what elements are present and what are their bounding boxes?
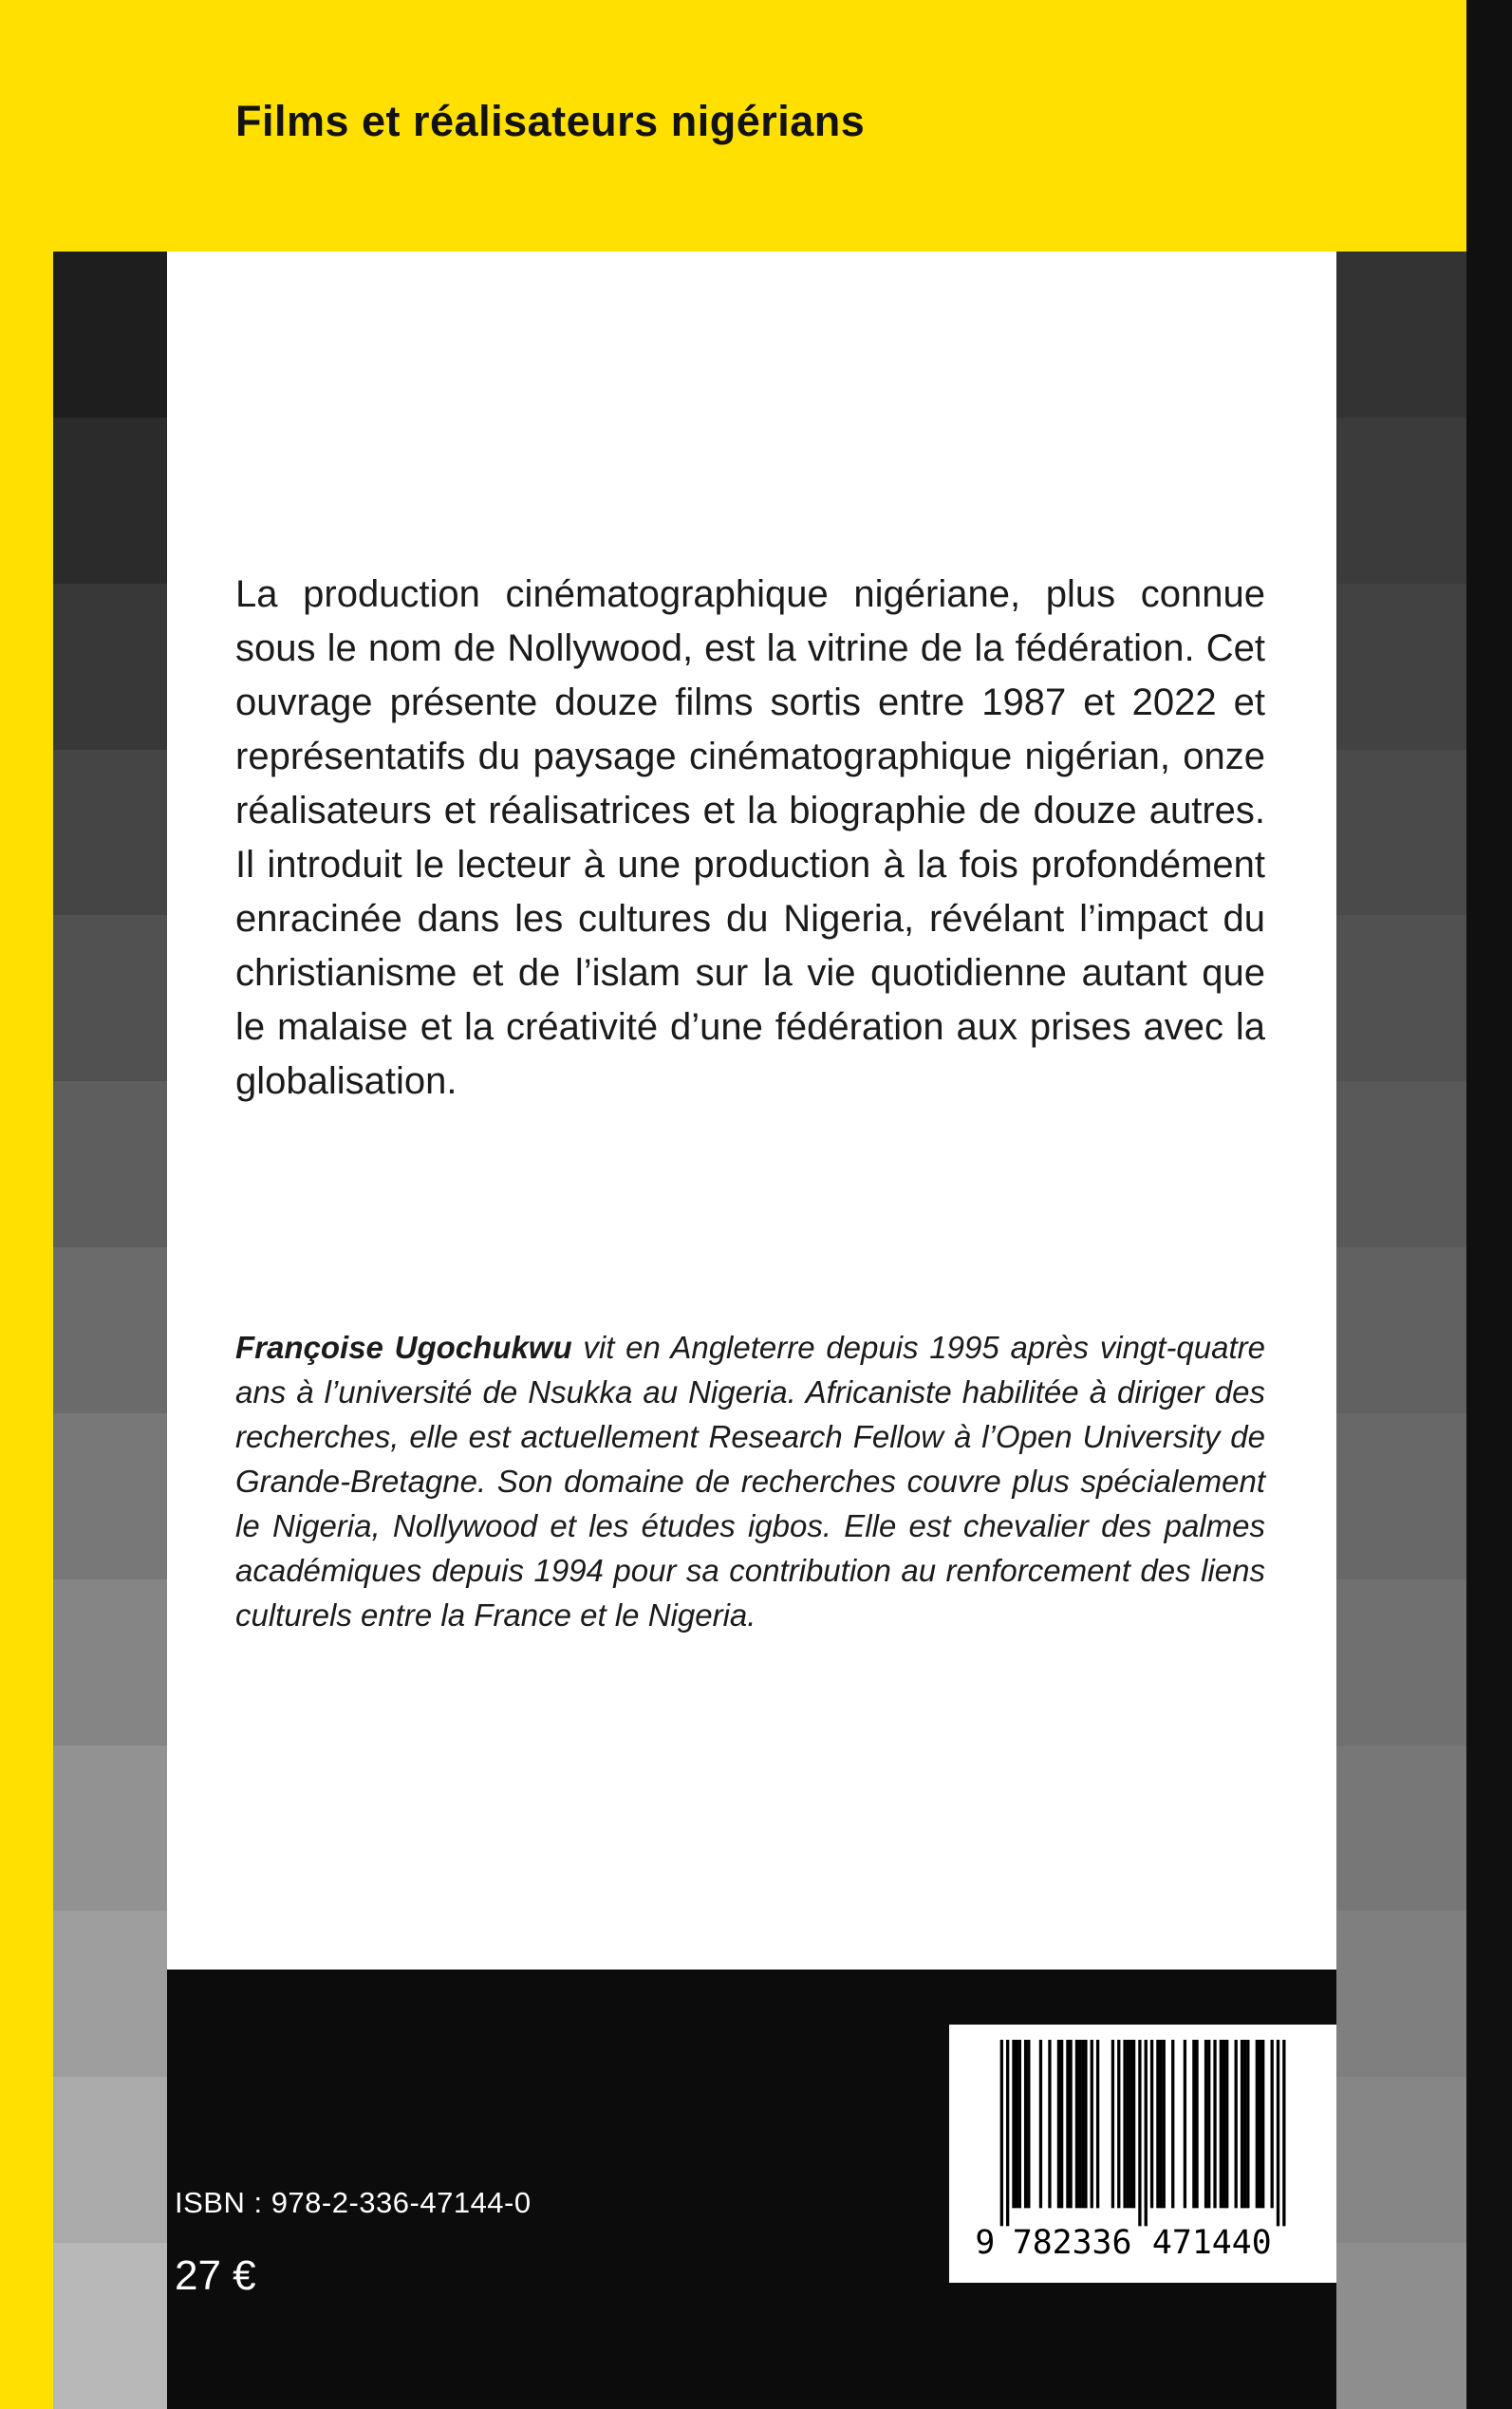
left-gradient-strip bbox=[53, 252, 167, 2409]
barcode bbox=[949, 2025, 1336, 2283]
isbn-text: ISBN : 978-2-336-47144-0 bbox=[175, 2186, 532, 2219]
gradient-step bbox=[1336, 915, 1466, 1081]
svg-text:9: 9 bbox=[975, 2223, 996, 2256]
gradient-step bbox=[1336, 1911, 1466, 2077]
footer-region bbox=[167, 1970, 1336, 2409]
right-black-edge bbox=[1466, 0, 1512, 2409]
gradient-step bbox=[53, 418, 167, 584]
gradient-step bbox=[53, 1247, 167, 1413]
gradient-step bbox=[1336, 1081, 1466, 1247]
yellow-top-band bbox=[0, 0, 1466, 252]
gradient-step bbox=[1336, 252, 1466, 418]
barcode-bars bbox=[970, 2040, 1316, 2256]
gradient-step bbox=[1336, 750, 1466, 916]
svg-text:782336: 782336 bbox=[1012, 2223, 1132, 2256]
gradient-step bbox=[53, 1579, 167, 1746]
left-yellow-stripe bbox=[0, 0, 53, 2409]
gradient-step bbox=[53, 1081, 167, 1247]
gradient-step bbox=[1336, 1579, 1466, 1746]
author-bio-paragraph bbox=[235, 1325, 1265, 1637]
gradient-step bbox=[53, 750, 167, 916]
gradient-step bbox=[1336, 1746, 1466, 1912]
cover-title: Films et réalisateurs nigérians bbox=[235, 97, 866, 145]
gradient-step bbox=[53, 2077, 167, 2243]
gradient-step bbox=[53, 1746, 167, 1912]
right-gradient-strip bbox=[1336, 252, 1466, 2409]
price-text: 27 € bbox=[175, 2252, 256, 2299]
author-name: Françoise Ugochukwu bbox=[235, 1330, 572, 1365]
gradient-step bbox=[1336, 1247, 1466, 1413]
content-panel bbox=[167, 252, 1336, 1970]
gradient-step bbox=[53, 1911, 167, 2077]
gradient-step bbox=[1336, 2077, 1466, 2243]
gradient-step bbox=[53, 584, 167, 750]
gradient-step bbox=[1336, 418, 1466, 584]
synopsis-paragraph: La production cinématographique nigériane, plus connue sous le nom de Nollywood, est la vitrine de la fédération. Cet ouvrage présente douze films sortis entre 1987 et 2022 et représentatifs du paysage cinématographique nigérian, onze réalisateurs et réalisatrices et la biographie de douze autres. Il introduit le lecteur à une production à la fois profondément enracinée dans les cultures du Nigeria, révélant l’impact du christianisme et de l’islam sur la vie quotidienne autant que le malaise et la créativité d’une fédération aux prises avec la globalisation. bbox=[235, 573, 1265, 1102]
gradient-step bbox=[53, 915, 167, 1081]
gradient-step bbox=[1336, 1413, 1466, 1579]
gradient-step bbox=[1336, 584, 1466, 750]
svg-text:471440: 471440 bbox=[1151, 2223, 1272, 2256]
author-bio-text: vit en Angleterre depuis 1995 après vingt-quatre ans à l’université de Nsukka au Nigeria. Africaniste habilitée à diriger des recherches, elle est actuellement Research Fellow à l’Open University de Grande-Bretagne. Son domaine de recherches couvre plus spécialement le Nigeria, Nollywood et les études igbos. Elle est chevalier des palmes académiques depuis 1994 pour sa contribution au renforcement des liens culturels entre la France et le Nigeria. bbox=[235, 1330, 1266, 1633]
gradient-step bbox=[53, 1413, 167, 1579]
gradient-step bbox=[53, 2243, 167, 2409]
gradient-step bbox=[53, 252, 167, 418]
gradient-step bbox=[1336, 2243, 1466, 2409]
